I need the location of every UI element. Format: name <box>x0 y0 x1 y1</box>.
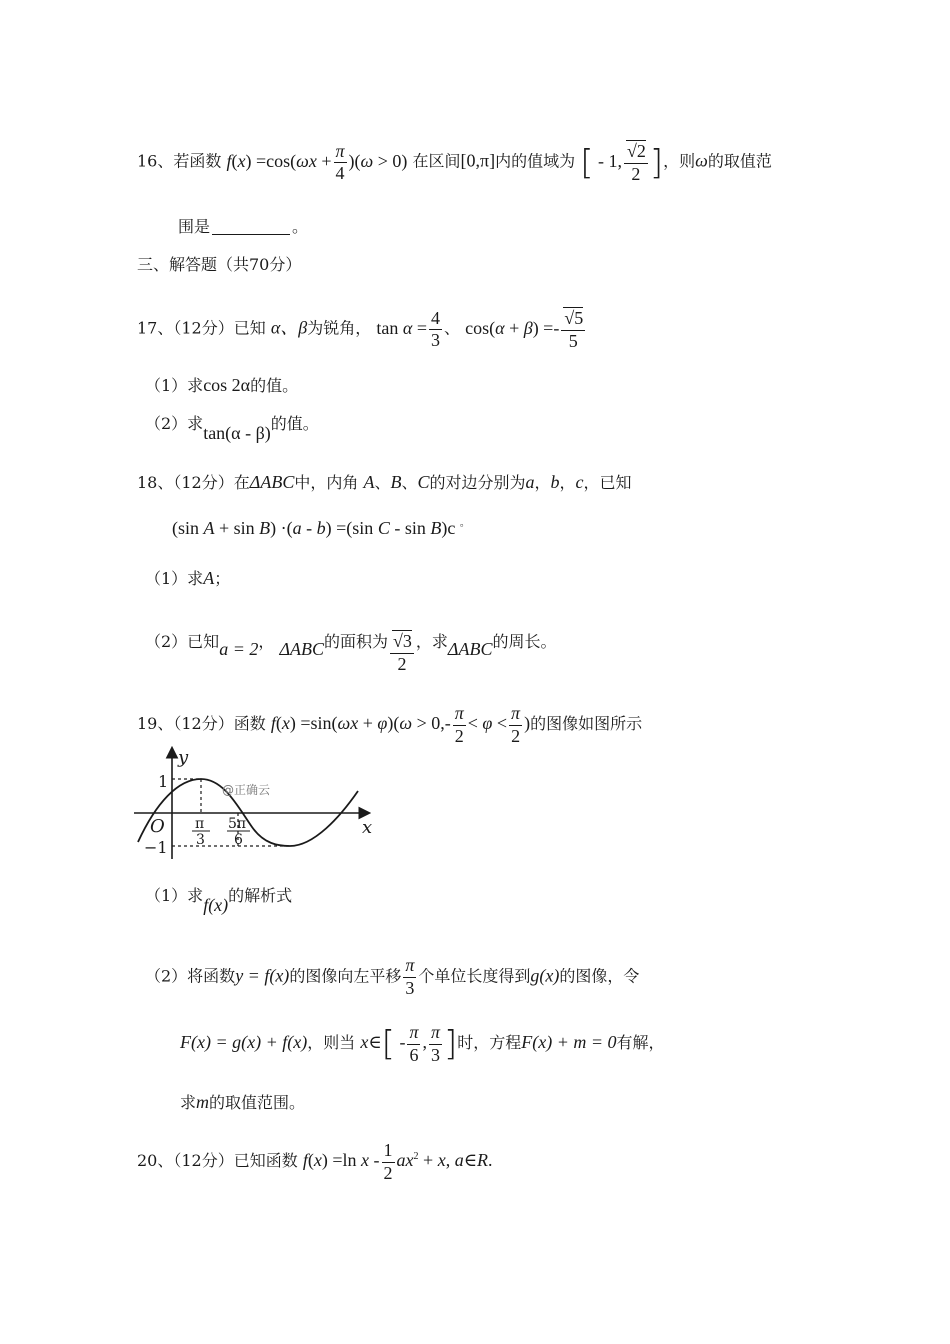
q19-number: 19、 <box>137 714 174 734</box>
watermark: @正确云 <box>222 783 271 797</box>
q17-tan: tan α = $\frac{4}{3}$ <box>376 307 440 351</box>
q19-part2-label: （2）将函数 <box>145 966 236 986</box>
q16-omega: ω <box>695 150 708 171</box>
q16-function: f(x) =cos(ωx + $\frac{\pi}{4}$ )(ω > 0) <box>226 140 408 184</box>
q19-equation: F(x) + m = 0 <box>521 1032 617 1053</box>
q20-number: 20、 <box>137 1151 174 1171</box>
q18-text: 在 <box>233 473 250 492</box>
q16-interval: [0,π] <box>460 150 496 171</box>
q16-number: 16、 <box>137 151 174 171</box>
q19-part1 <box>145 886 293 915</box>
q18-a-value: a = 2 <box>219 639 259 660</box>
q19-text-range: 的取值范围。 <box>209 1093 306 1112</box>
q18-part2-text2: ，求 <box>415 632 448 652</box>
q17-part2-math: tan(α - β) <box>203 423 271 443</box>
q17-vars: α、β <box>270 317 308 338</box>
q17-part2-label: （2）求 <box>145 414 204 433</box>
sine-graph <box>128 745 380 863</box>
q18-part2: （2）已知a = 2， ΔABC的面积为 $\frac{√3}{2}$ ，求ΔABC的周长。 <box>145 631 557 674</box>
x-label: x <box>362 817 373 838</box>
q19-part2: （2）将函数y = f(x)的图像向左平移 $\frac{\pi}{3}$ 个单位长度得到g(x)的图像，令 <box>145 955 640 998</box>
q19-part1-label: （1）求 <box>145 886 204 905</box>
q18-text4: ，已知 <box>583 473 632 492</box>
q19-part2-text3: 的图像，令 <box>559 966 640 986</box>
q16-text: 若函数 <box>173 151 222 171</box>
q17-cos: cos(α + β) =- $\frac{√5}{5}$ <box>465 308 584 351</box>
q20-line1 <box>137 1140 493 1184</box>
q18-part1-label: （1）求 <box>145 569 204 588</box>
q17-part1-end: 的值。 <box>250 376 299 395</box>
q17-number: 17、 <box>137 318 174 338</box>
q18-text2: 中，内角 <box>294 473 359 492</box>
q17-line1 <box>137 307 587 352</box>
q18-part2-label: （2）已知 <box>145 632 220 652</box>
q19-text2: 的图像如图所示 <box>530 714 643 734</box>
q18-number: 18、 <box>137 473 174 492</box>
q19-score: （12分） <box>173 714 234 734</box>
q19-line1 <box>137 703 642 747</box>
q18-part2-end: 的周长。 <box>492 632 557 652</box>
q18-triangle2: ΔABC <box>279 639 324 660</box>
q17-part2-end: 的值。 <box>270 414 319 433</box>
q17-sep: 、 <box>444 318 461 338</box>
q18-part1: （1）求A； <box>145 568 231 588</box>
q19-F-def: F(x) = g(x) + f(x) <box>180 1032 308 1053</box>
q19-part2-y: y = f(x) <box>235 965 290 986</box>
q18-area: $\frac{√3}{2}$ <box>390 630 414 675</box>
q18-part2-text: 的面积为 <box>324 632 389 652</box>
q18-equation: (sin A + sin B) ·(a - b) =(sin C - sin B)c 。 <box>172 518 470 538</box>
q19-text-solvable: 有解， <box>616 1033 665 1053</box>
minus-one-label: −1 <box>144 838 168 857</box>
q19-part1-math: f(x) <box>203 895 229 915</box>
q16-range: [ - 1, $\frac{√2}{2}$ ] <box>580 141 664 184</box>
q19-text: 函数 <box>233 714 266 734</box>
q17-part2 <box>145 414 319 443</box>
q17-part1 <box>145 376 298 394</box>
q16-line1 <box>137 140 772 185</box>
q19-part2-text: 的图像向左平移 <box>289 966 402 986</box>
q19-text-find: 求 <box>180 1093 197 1112</box>
q17-part1-label: （1）求 <box>145 376 204 395</box>
q16-line2 <box>178 219 308 235</box>
q20-function: f(x) =ln x - $\frac{1}{2}$ $ax^2 + x$, a∈R. <box>302 1140 493 1183</box>
q16-text-then: ，则 <box>663 151 696 171</box>
pi3-num: π <box>195 816 205 832</box>
q19-part2-line3: 求m的取值范围。 <box>180 1092 306 1112</box>
q16-text-tail: 的取值范 <box>707 151 772 171</box>
origin-label: O <box>150 816 165 837</box>
q19-part2-line2 <box>180 1022 665 1066</box>
q17-score: （12分） <box>173 318 234 338</box>
q19-function: f(x) =sin(ωx + φ)(ω > 0,- $\frac{\pi}{2}$ < φ < $\frac{\pi}{2}$ ) <box>270 703 531 746</box>
one-label: 1 <box>158 772 169 791</box>
q18-text3: 的对边分别为 <box>429 473 526 492</box>
q19-domain: x∈[ - $\frac{\pi}{6}$ , $\frac{\pi}{3}$ ] <box>360 1022 458 1065</box>
answer-blank[interactable] <box>212 234 290 235</box>
q16-text-range: 内的值域为 <box>495 151 576 171</box>
q19-part2-g: g(x) <box>530 965 560 986</box>
q18-triangle: ΔABC <box>249 472 295 492</box>
q16-text-interval: 在区间 <box>412 151 461 171</box>
q20-score: （12分） <box>173 1151 234 1171</box>
y-label: y <box>178 747 189 768</box>
q17-text2: 为锐角， <box>307 318 372 338</box>
q17-text: 已知 <box>233 318 266 338</box>
q18-score: （12分） <box>173 473 234 492</box>
q20-text: 已知函数 <box>233 1151 298 1171</box>
q18-angles: A <box>363 472 375 492</box>
q17-part1-math: cos 2α <box>203 375 251 395</box>
q19-text-when: ，则当 <box>307 1033 356 1053</box>
q19-part1-end: 的解析式 <box>228 886 293 905</box>
5pi6-num: 5π <box>228 816 247 832</box>
q19-text-eq: 时，方程 <box>457 1033 522 1053</box>
5pi6-den: 6 <box>234 832 243 848</box>
q18-part1-end: ； <box>214 569 231 588</box>
q16-text-wei: 围是 <box>178 217 211 236</box>
q19-part2-text2: 个单位长度得到 <box>418 966 531 986</box>
q18-line1: 18、（12分）在ΔABC中，内角 A、B、C的对边分别为a，b，c，已知 <box>137 472 632 492</box>
q16-end: 。 <box>292 217 309 236</box>
pi3-den: 3 <box>196 832 205 848</box>
section-heading: 三、解答题（共70分） <box>137 255 302 274</box>
